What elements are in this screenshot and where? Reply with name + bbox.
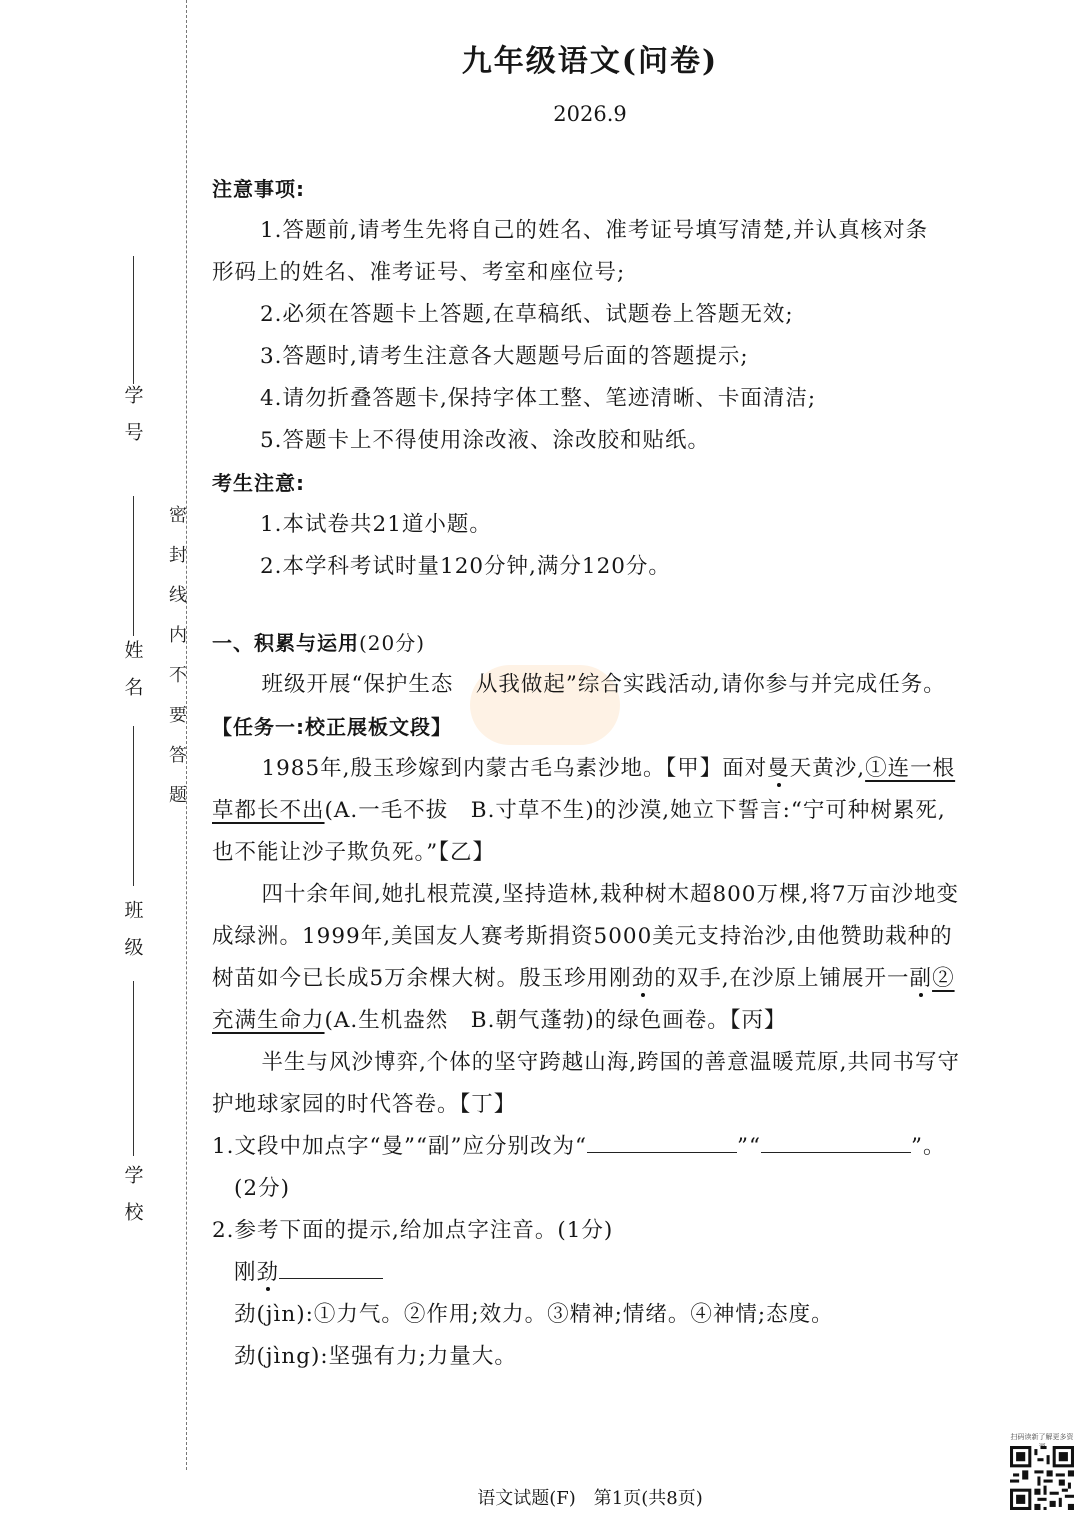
seal-notice: 密封线内不要答题 (166, 505, 187, 825)
question-2-word (212, 1252, 968, 1294)
task-heading: 【任务一:校正展板文段】 (212, 715, 452, 739)
exam-content (212, 168, 968, 1378)
notice-item: 5.答题卡上不得使用涂改液、涂改胶和贴纸。 (260, 428, 711, 453)
section-heading (212, 622, 968, 664)
question-text: ”“ (736, 1134, 761, 1159)
notice-item: 2.必须在答题卡上答题,在草稿纸、试题卷上答题无效; (260, 302, 794, 327)
question-2: 2.参考下面的提示,给加点字注音。(1分) (212, 1218, 614, 1243)
margin-field-school (118, 1165, 148, 1239)
dotted-char: 劲 (256, 1260, 280, 1285)
qr-caption: 扫码读新了解更多资 (1010, 1433, 1074, 1441)
margin-field-student-id (118, 385, 148, 459)
candidate-item: 1.本试卷共21道小题。 (260, 512, 492, 537)
dotted-char: 副 (909, 966, 933, 991)
question-1-points: (2分) (234, 1176, 290, 1201)
question-text: ”。 (910, 1134, 946, 1159)
passage-paragraph-1 (212, 748, 968, 874)
passage-text: 四十余年间,她扎根荒漠,坚持造林,栽种树木超800万棵,将7万亩沙地变成绿洲。1999年,美国友人赛考斯捐资5000美元支持治沙,由他赞助栽种的树苗如今已长成5万余棵大树。殷玉珍用刚 (212, 882, 959, 991)
notice-item: 4.请勿折叠答题卡,保持字体工整、笔迹清晰、卡面清洁; (260, 386, 817, 411)
question-text: 1.文段中加点字“曼”“副”应分别改为“ (212, 1134, 587, 1159)
margin-field-line (118, 720, 148, 886)
answer-blank[interactable] (587, 1130, 737, 1153)
underlined-phrase: ②充满生命力 (212, 966, 955, 1033)
margin-field-label: 班级 (121, 900, 144, 974)
passage-text: (A.生机盎然 B.朝气蓬勃)的绿色画卷。【丙】 (324, 1008, 787, 1033)
margin-field-line (118, 975, 148, 1156)
passage-text: (A.一毛不拔 B.寸草不生)的沙漠,她立下誓言:“宁可种树累死,也不能让沙子欺负死。”【乙】 (212, 798, 946, 865)
section-title: 一、积累与运用 (212, 631, 359, 655)
qr-code-icon (1010, 1446, 1074, 1510)
section-points: (20分) (359, 631, 426, 655)
page-footer: 语文试题(F) 第1页(共8页) (477, 1488, 703, 1509)
page-title: 九年级语文(问卷) (461, 44, 719, 79)
passage-text: 天黄沙, (789, 756, 866, 781)
margin-field-line (118, 490, 148, 636)
margin-field-class (118, 900, 148, 974)
margin-field-line (118, 250, 148, 384)
passage-text: 1985年,殷玉珍嫁到内蒙古毛乌素沙地。【甲】面对 (261, 756, 768, 781)
underlined-phrase: ①连一根草都长不出 (212, 756, 956, 823)
notice-item-cont: 形码上的姓名、准考证号、考室和座位号; (212, 260, 626, 285)
dotted-char: 曼 (767, 756, 790, 781)
passage-text: 的双手,在沙原上铺展开一 (654, 966, 910, 991)
notice-heading: 注意事项: (212, 177, 305, 201)
question-1 (212, 1126, 968, 1168)
margin-field-name (118, 640, 148, 714)
section-intro: 班级开展“保护生态 从我做起”综合实践活动,请你参与并完成任务。 (261, 672, 946, 697)
passage-paragraph-3: 半生与风沙博弈,个体的坚守跨越山海,跨国的善意温暖荒原,共同书写守护地球家园的时代答卷。【丁】 (212, 1050, 960, 1117)
question-2-hint: 劲(jìn):①力气。②作用;效力。③精神;情绪。④神情;态度。 (234, 1302, 834, 1327)
passage-paragraph-2 (212, 874, 968, 1042)
notice-item: 1.答题前,请考生先将自己的姓名、准考证号填写清楚,并认真核对条 (260, 218, 929, 243)
answer-blank[interactable] (761, 1130, 911, 1153)
dotted-char: 劲 (631, 966, 655, 991)
notice-item: 3.答题时,请考生注意各大题题号后面的答题提示; (260, 344, 749, 369)
word-text: 刚 (234, 1260, 257, 1285)
candidate-item: 2.本学科考试时量120分钟,满分120分。 (260, 554, 671, 579)
question-2-hint: 劲(jìng):坚强有力;力量大。 (234, 1344, 517, 1369)
margin-field-label: 学校 (121, 1165, 144, 1239)
margin-field-label: 姓名 (121, 640, 144, 714)
exam-date: 2026.9 (553, 102, 627, 126)
margin-field-label: 学号 (121, 385, 144, 459)
candidate-heading: 考生注意: (212, 471, 305, 495)
answer-blank[interactable] (279, 1256, 383, 1279)
